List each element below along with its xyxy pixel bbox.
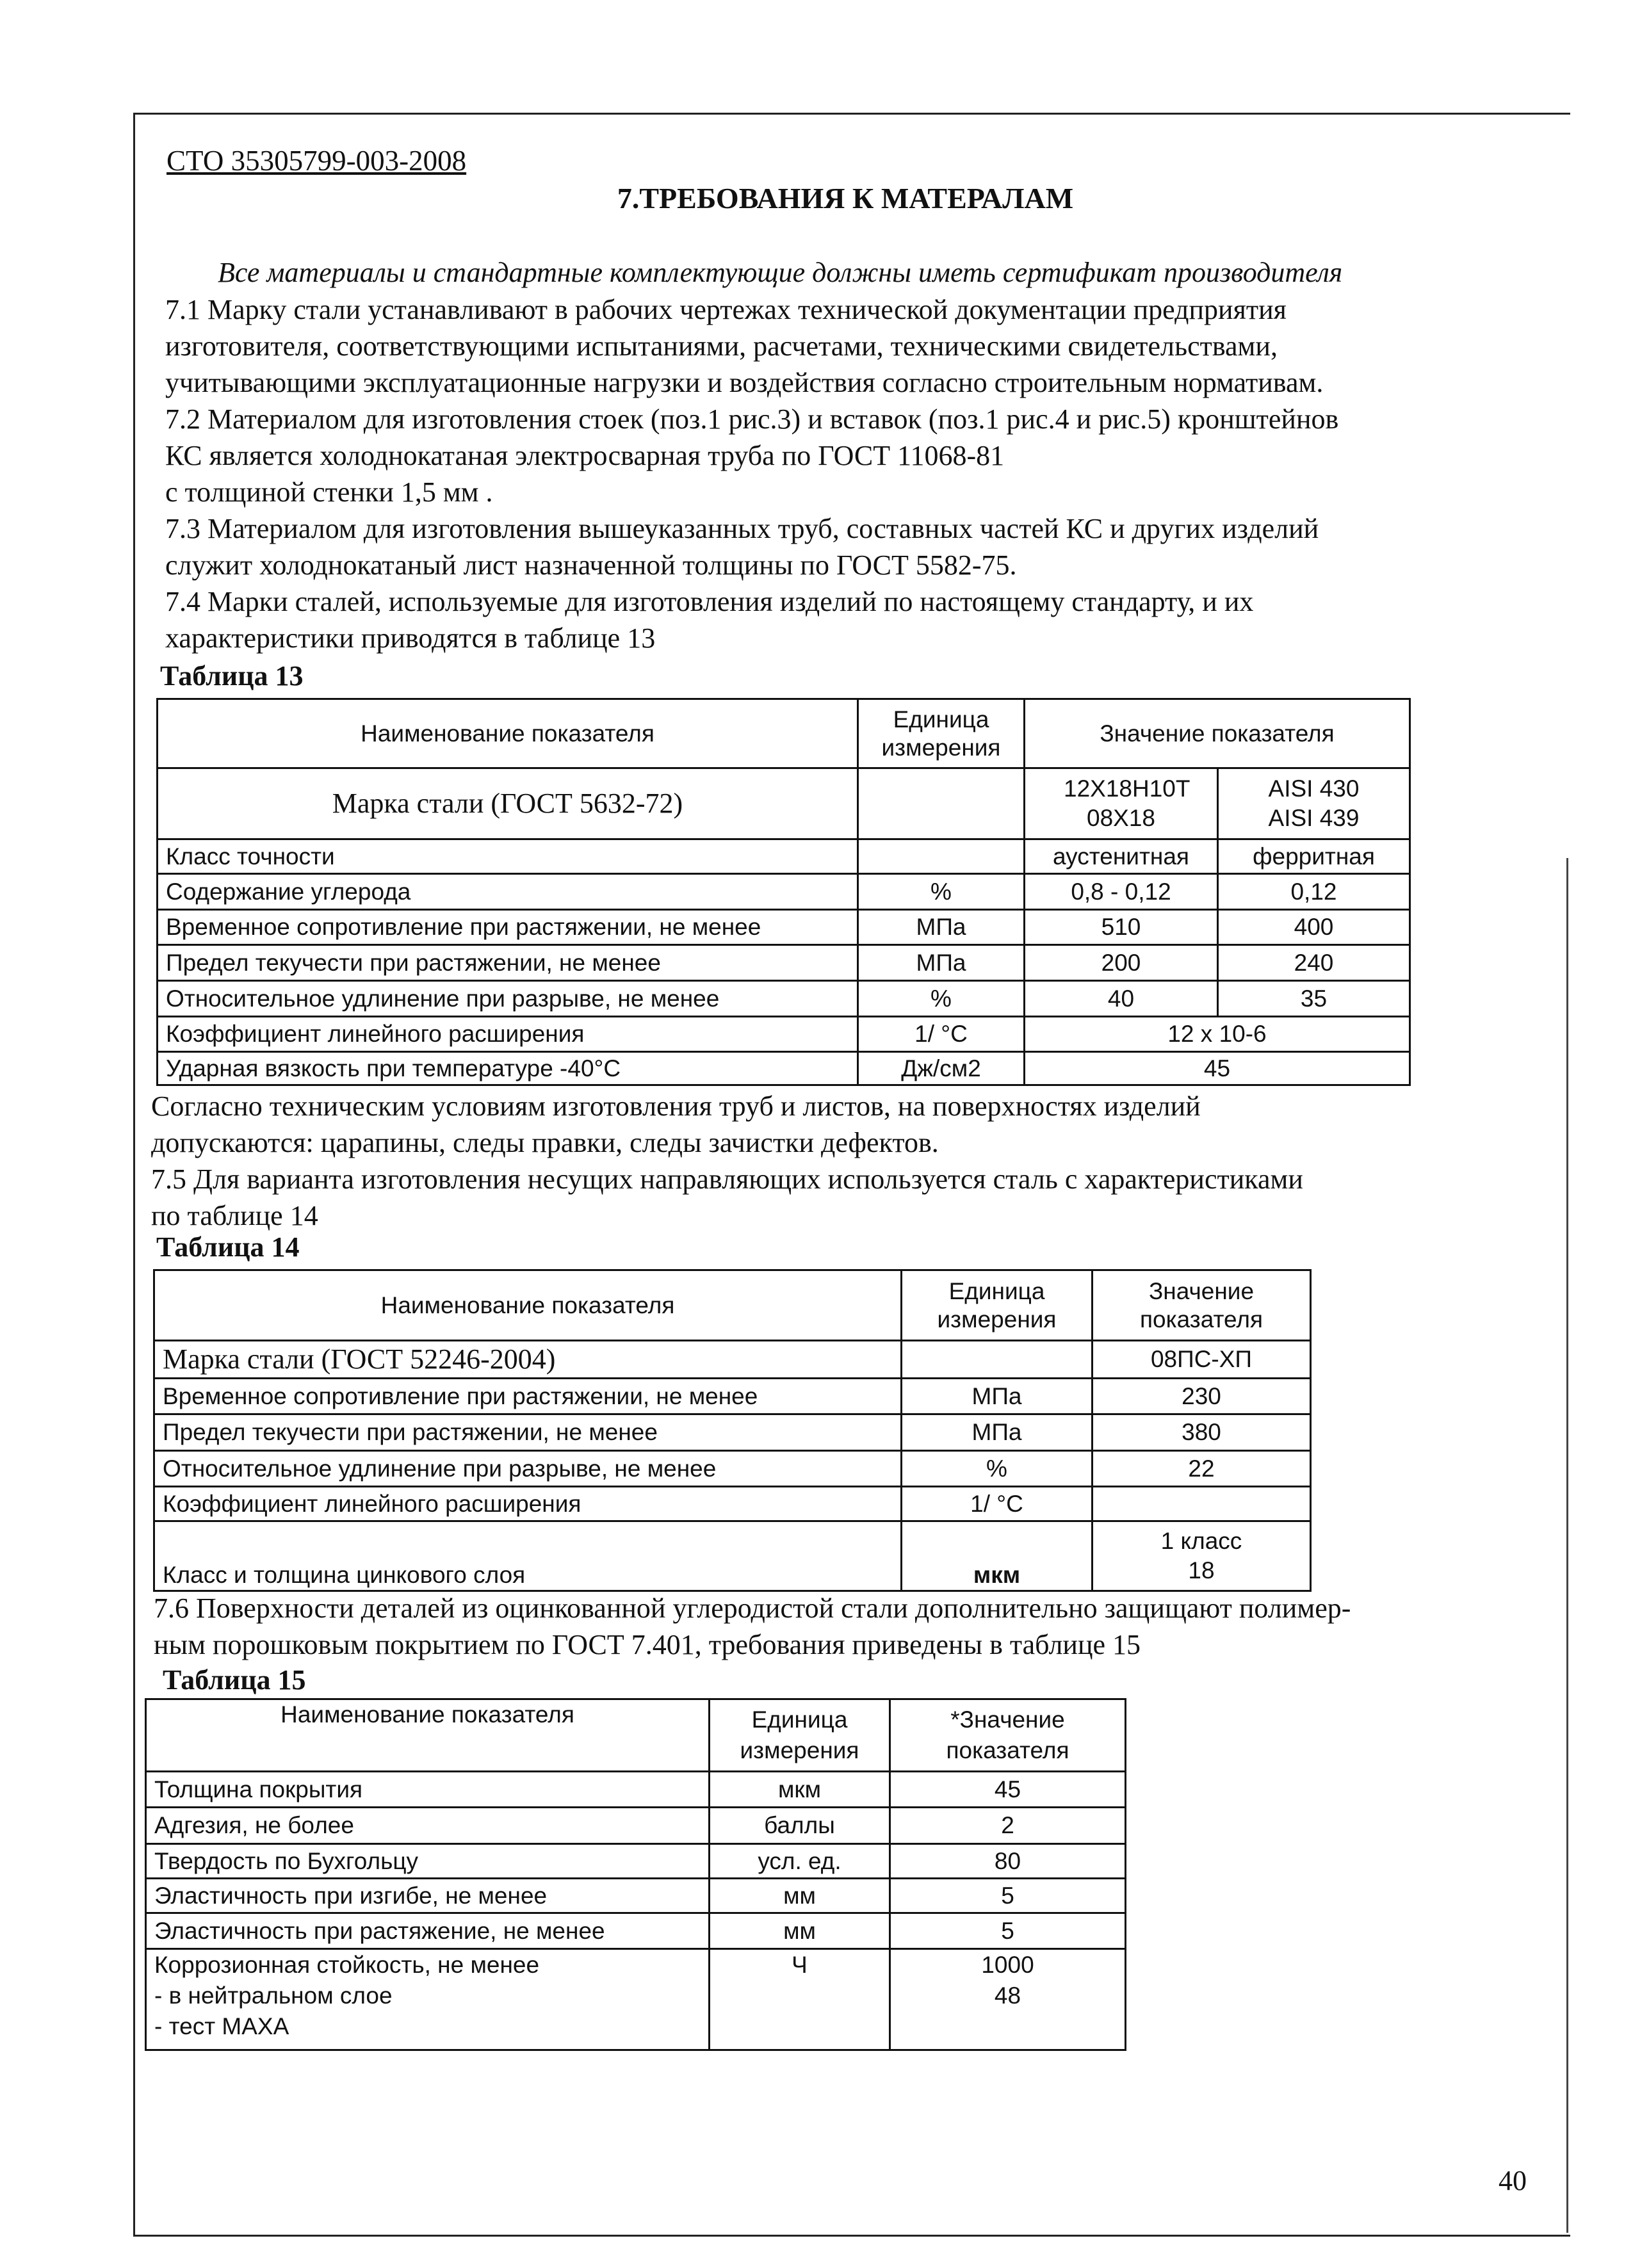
- grade-name: Марка стали (ГОСТ 5632-72): [158, 768, 858, 839]
- row-name: Эластичность при растяжение, не менее: [146, 1913, 710, 1949]
- row-value: 5: [890, 1913, 1126, 1949]
- table-row: [146, 1913, 1126, 1949]
- row-value-ferritic: 240: [1218, 945, 1410, 981]
- text-line: 7.4 Марки сталей, используемые для изготовления изделий по настоящему стандарту, и их: [165, 586, 1254, 617]
- header-unit: Единица измерения: [710, 1699, 890, 1772]
- table-row: [146, 1772, 1126, 1808]
- row-name: Класс и толщина цинкового слоя: [154, 1521, 902, 1591]
- table-row: [158, 910, 1410, 945]
- row-name: Класс точности: [158, 839, 858, 874]
- row-unit: МПа: [858, 910, 1025, 945]
- page-number: 40: [1499, 2165, 1527, 2196]
- intro-text: Все материалы и стандартные комплектующие должны иметь сертификат производителя: [218, 257, 1343, 288]
- row-name: Содержание углерода: [158, 874, 858, 910]
- row-unit: МПа: [902, 1414, 1093, 1451]
- text-line: Согласно техническим условиям изготовления труб и листов, на поверхностях изделий: [151, 1090, 1201, 1122]
- row-unit: 1/ °С: [858, 1017, 1025, 1052]
- table-row: [158, 1017, 1410, 1052]
- row-unit: мкм: [710, 1772, 890, 1808]
- table14-caption: Таблица 14: [156, 1231, 300, 1263]
- row-name: Толщина покрытия: [146, 1772, 710, 1808]
- table-row: [146, 1879, 1126, 1913]
- corrosion-value: [890, 1949, 1126, 2050]
- table-row: [158, 945, 1410, 981]
- table-row: [158, 981, 1410, 1017]
- row-value: 1 класс 18: [1093, 1521, 1311, 1591]
- row-value: 45: [890, 1772, 1126, 1808]
- text-line: ным порошковым покрытием по ГОСТ 7.401, требования приведены в таблице 15: [154, 1629, 1141, 1660]
- text-line: КС является холоднокатаная электросварная труба по ГОСТ 11068-81: [165, 440, 1005, 471]
- text-line: учитывающими эксплуатационные нагрузки и воздействия согласно строительным нормативам.: [165, 367, 1324, 398]
- table-row: [154, 1521, 1311, 1591]
- text-line: 7.1 Марку стали устанавливают в рабочих чертежах технической документации предприятия: [165, 294, 1287, 325]
- row-value-austenitic: 510: [1025, 910, 1218, 945]
- table-row: [158, 839, 1410, 874]
- row-value-ferritic: 35: [1218, 981, 1410, 1017]
- row-unit: мм: [710, 1879, 890, 1913]
- text-line: служит холоднокатаный лист назначенной толщины по ГОСТ 5582-75.: [165, 549, 1017, 581]
- grade-v2: AISI 430 AISI 439: [1218, 768, 1410, 839]
- text-line: 7.3 Материалом для изготовления вышеуказанных труб, составных частей КС и других изделий: [165, 513, 1319, 544]
- table-13: [156, 698, 1411, 1086]
- row-unit: мм: [710, 1913, 890, 1949]
- row-name: Относительное удлинение при разрыве, не менее: [158, 981, 858, 1017]
- row-unit: %: [858, 981, 1025, 1017]
- text-line: с толщиной стенки 1,5 мм .: [165, 476, 493, 508]
- table-row: [154, 1487, 1311, 1521]
- row-value-austenitic: 40: [1025, 981, 1218, 1017]
- row-name: Адгезия, не более: [146, 1808, 710, 1844]
- row-unit: баллы: [710, 1808, 890, 1844]
- corrosion-unit: Ч: [710, 1949, 890, 2050]
- row-value-austenitic: аустенитная: [1025, 839, 1218, 874]
- header-unit: Единица измерения: [902, 1270, 1093, 1341]
- header-value: *Значение показателя: [890, 1699, 1126, 1772]
- row-unit: Дж/см2: [858, 1052, 1025, 1085]
- row-name: Коэффициент линейного расширения: [158, 1017, 858, 1052]
- row-value-ferritic: 400: [1218, 910, 1410, 945]
- row-value: 380: [1093, 1414, 1311, 1451]
- table-row: [158, 874, 1410, 910]
- table-15: [145, 1698, 1126, 2051]
- row-name: Предел текучести при растяжении, не менее: [154, 1414, 902, 1451]
- header-unit: Единица измерения: [858, 699, 1025, 768]
- row-name: Марка стали (ГОСТ 52246-2004): [154, 1341, 902, 1379]
- row-unit: [858, 839, 1025, 874]
- row-name: Временное сопротивление при растяжении, не менее: [154, 1379, 902, 1414]
- text-line: 7.2 Материалом для изготовления стоек (поз.1 рис.3) и вставок (поз.1 рис.4 и рис.5) кронштейнов: [165, 403, 1339, 435]
- text-line: по таблице 14: [151, 1200, 318, 1231]
- row-value: 80: [890, 1844, 1126, 1879]
- row-name: Коэффициент линейного расширения: [154, 1487, 902, 1521]
- row-value-ferritic: ферритная: [1218, 839, 1410, 874]
- header-name: Наименование показателя: [154, 1270, 902, 1341]
- grade-unit: [858, 768, 1025, 839]
- row-value-austenitic: 200: [1025, 945, 1218, 981]
- corrosion-value-line: 48: [994, 1982, 1021, 2009]
- table-row: [154, 1379, 1311, 1414]
- row-unit: усл. ед.: [710, 1844, 890, 1879]
- row-value-austenitic: 0,8 - 0,12: [1025, 874, 1218, 910]
- row-name: Относительное удлинение при разрыве, не менее: [154, 1451, 902, 1487]
- row-unit: %: [902, 1451, 1093, 1487]
- text-line: изготовителя, соответствующими испытаниями, расчетами, техническими свидетельствами,: [165, 330, 1278, 362]
- document-code: СТО 35305799-003-2008: [167, 145, 467, 177]
- table13-caption: Таблица 13: [160, 660, 304, 692]
- row-value: 230: [1093, 1379, 1311, 1414]
- row-value-ferritic: 0,12: [1218, 874, 1410, 910]
- table15-caption: Таблица 15: [163, 1664, 306, 1696]
- row-name: Ударная вязкость при температуре -40°С: [158, 1052, 858, 1085]
- corrosion-line: - в нейтральном слое: [154, 1982, 393, 2009]
- row-unit: %: [858, 874, 1025, 910]
- row-value: 12 х 10-6: [1025, 1017, 1410, 1052]
- text-line: допускаются: царапины, следы правки, следы зачистки дефектов.: [151, 1127, 939, 1158]
- row-unit: мкм: [902, 1521, 1093, 1591]
- section-title: 7.ТРЕБОВАНИЯ К МАТЕРАЛАМ: [617, 182, 1074, 215]
- corrosion-line: Коррозионная стойкость, не менее: [154, 1952, 540, 1978]
- table-row: [154, 1341, 1311, 1379]
- row-value: [1093, 1487, 1311, 1521]
- corrosion-value-line: 1000: [981, 1952, 1034, 1978]
- table-14: [153, 1269, 1312, 1592]
- row-unit: [902, 1341, 1093, 1379]
- table-row: [158, 1052, 1410, 1085]
- header-value: Значение показателя: [1093, 1270, 1311, 1341]
- corrosion-name: [146, 1949, 710, 2050]
- row-value: 08ПС-ХП: [1093, 1341, 1311, 1379]
- row-value: 45: [1025, 1052, 1410, 1085]
- row-value: 22: [1093, 1451, 1311, 1487]
- row-value: 2: [890, 1808, 1126, 1844]
- header-name: Наименование показателя: [146, 1699, 710, 1772]
- header-value: Значение показателя: [1025, 699, 1410, 768]
- page-border-right: [1566, 858, 1568, 2233]
- row-name: Эластичность при изгибе, не менее: [146, 1879, 710, 1913]
- grade-v1: 12Х18Н10Т 08Х18: [1025, 768, 1218, 839]
- text-line: 7.6 Поверхности деталей из оцинкованной углеродистой стали дополнительно защищают полимер-: [154, 1592, 1351, 1624]
- header-name: Наименование показателя: [158, 699, 858, 768]
- table-row: [154, 1414, 1311, 1451]
- corrosion-line: - тест МАХА: [154, 2013, 289, 2039]
- table-row: [154, 1451, 1311, 1487]
- text-line: 7.5 Для варианта изготовления несущих направляющих используется сталь с характеристиками: [151, 1163, 1303, 1195]
- row-value: 5: [890, 1879, 1126, 1913]
- table-row: [146, 1808, 1126, 1844]
- row-name: Твердость по Бухгольцу: [146, 1844, 710, 1879]
- row-name: Временное сопротивление при растяжении, не менее: [158, 910, 858, 945]
- row-name: Предел текучести при растяжении, не менее: [158, 945, 858, 981]
- row-unit: 1/ °С: [902, 1487, 1093, 1521]
- row-unit: МПа: [858, 945, 1025, 981]
- text-line: характеристики приводятся в таблице 13: [165, 622, 656, 654]
- row-unit: МПа: [902, 1379, 1093, 1414]
- table-row: [146, 1844, 1126, 1879]
